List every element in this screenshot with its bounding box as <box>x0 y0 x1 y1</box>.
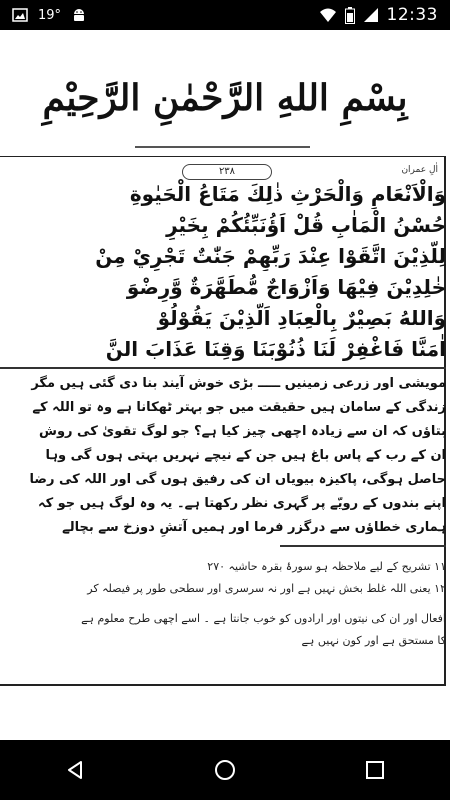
home-icon[interactable] <box>195 740 255 800</box>
navigation-bar <box>0 740 450 800</box>
arabic-verse-line: وَالْاَنْعَامِ وَالْحَرْثِ ذٰلِكَ مَتَاعُ الْحَيٰوةِ <box>129 182 446 206</box>
bismillah-text: بِسْمِ اللهِ الرَّحْمٰنِ الرَّحِيْمِ <box>42 77 408 119</box>
bismillah-calligraphy <box>40 64 410 164</box>
urdu-translation-line: اپنے بندوں کے رویّے پر گہری نظر رکھتا ہے۔ یہ وہ لوگ ہیں جو کہ <box>37 496 446 511</box>
page-image[interactable] <box>0 30 450 740</box>
urdu-translation-line: حاصل ہوگی، پاکیزہ بیویاں ان کی رفیق ہوں گی اور اللہ کی رضا <box>29 472 446 487</box>
page-frame <box>0 156 446 686</box>
arabic-verse-line: اٰمَنَّا فَاغْفِرْ لَنَا ذُنُوْبَنَا وَقِنَا عَذَابَ النَّ <box>105 337 446 361</box>
clock-text: 12:33 <box>386 5 438 25</box>
arabic-verse-line: وَاللهُ بَصِيْرٌ بِالْعِبَادِ اَلَّذِيْنَ يَقُوْلُوْ <box>157 306 446 330</box>
title-divider <box>135 146 310 148</box>
section-divider <box>0 367 446 369</box>
footnote-line: ۱۲ یعنی اللہ غلط بخش نہیں ہے اور نہ سرسری اور سطحی طور پر فیصلہ کر <box>87 582 446 595</box>
temperature-text: 19° <box>38 7 62 23</box>
urdu-translation-line: زندگی کے سامان ہیں حقیقت میں جو بہتر ٹھکانا ہے وہ تو اللہ کے <box>32 400 446 415</box>
status-bar <box>0 0 450 30</box>
arabic-verse-line: خٰلِدِيْنَ فِيْهَا وَاَزْوَاجٌ مُّطَهَّرَةٌ وَّرِضْوَ <box>126 275 446 299</box>
footnote-line: افعال اور ان کی نیتوں اور ارادوں کو خوب جانتا ہے ۔ اسے اچھی طرح معلوم ہے <box>81 612 446 625</box>
arabic-verse-line: حُسْنُ الْمَاٰبِ قُلْ اَؤُنَبِّئُكُمْ بِخَيْرٍ <box>166 213 446 237</box>
back-icon[interactable] <box>45 740 105 800</box>
footnote-line: کا مستحق ہے اور کون نہیں ہے <box>301 634 446 647</box>
wifi-icon <box>319 7 337 23</box>
footnote-divider <box>280 545 446 547</box>
signal-icon <box>363 7 379 23</box>
recents-icon[interactable] <box>345 740 405 800</box>
urdu-translation-line: مویشی اور زرعی زمینیں ـــــ بڑی خوش آیند بنا دی گئی ہیں مگر <box>31 376 446 391</box>
surah-header: اٰلِ عمران <box>401 165 438 175</box>
urdu-translation-line: بتاؤں کہ ان سے زیادہ اچھی چیز کیا ہے؟ جو لوگ تقویٰ کی روش <box>39 424 446 439</box>
android-icon <box>71 7 87 23</box>
image-icon <box>12 8 28 22</box>
page-number: ۲۳۸ <box>182 164 272 180</box>
arabic-verse-line: لِلَّذِيْنَ اتَّقَوْا عِنْدَ رَبِّهِمْ جَنّٰتٌ تَجْرِيْ مِنْ <box>95 244 446 268</box>
urdu-translation-line: ان کے رب کے پاس باغ ہیں جن کے نیچے نہریں بہتی ہوں گی وہا <box>45 448 446 463</box>
battery-icon <box>345 7 355 24</box>
footnote-line: ۱۱ تشریح کے لیے ملاحظہ ہو سورۂ بقرہ حاشیہ ۲۷۰ <box>207 560 446 573</box>
urdu-translation-line: ہماری خطاؤں سے درگزر فرما اور ہمیں آتشِ دوزخ سے بچالے <box>62 520 446 535</box>
